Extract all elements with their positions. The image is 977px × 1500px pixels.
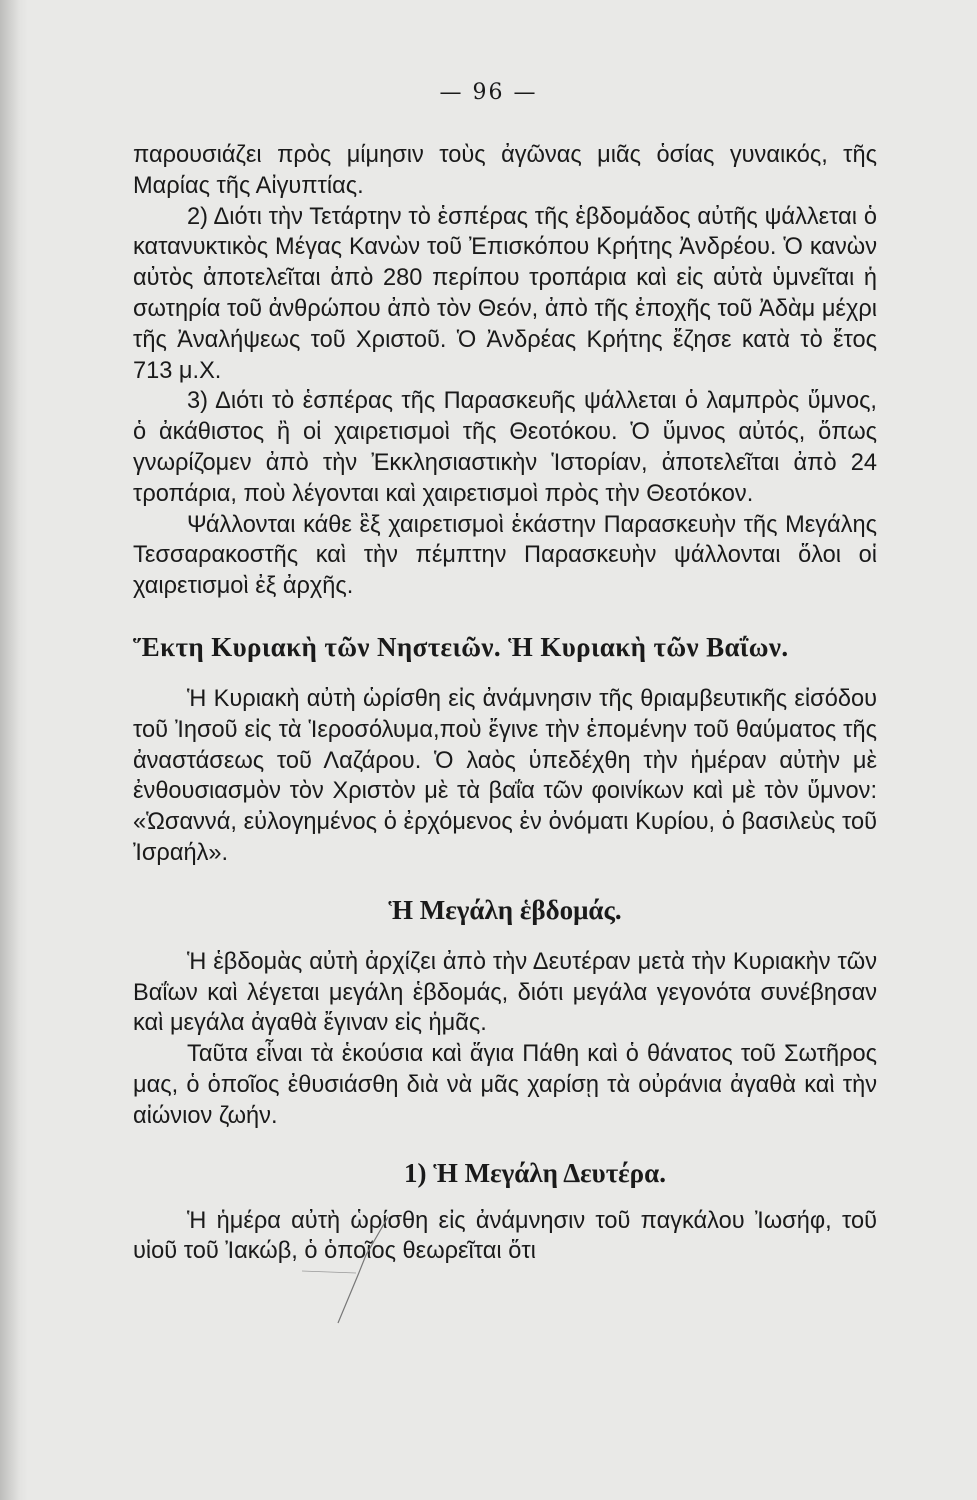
paragraph-8: Ἡ ἡμέρα αὐτὴ ὡρίσθη εἰς ἀνάμνησιν τοῦ παγκάλου Ἰωσήφ, τοῦ υἱοῦ τοῦ Ἰακώβ, ὁ ὁποῖος θεωρεῖται ὅτι [133,1207,877,1265]
paragraph-5: Ἡ Κυριακὴ αὐτὴ ὡρίσθη εἰς ἀνάμνησιν τῆς θριαμβευτικῆς εἰσόδου τοῦ Ἰησοῦ εἰς τὰ Ἱεροσόλυμα,ποὺ ἔγινε τὴν ἑπομένην τοῦ θαύματος τῆς ἀναστάσεως τοῦ Λαζάρου. Ὁ λαὸς ὑπεδέχθη τὴν ἡμέραν αὐτὴν μὲ ἐνθουσιασμὸν τὸν Χριστὸν μὲ τὰ βαΐα τῶν φοινίκων καὶ μὲ τὸν ὕμνον: «Ὡσαννά, εὐλογημένος ὁ ἐρχόμενος ἐν ὀνόματι Κυρίου, ὁ βασιλεὺς τοῦ Ἰσραήλ». [133,685,877,866]
section-heading-holy-week: Ἡ Μεγάλη ἑβδομάς. [388,894,622,925]
page-binding-shadow [0,0,28,1500]
paragraph-4: Ψάλλονται κάθε ἓξ χαιρετισμοὶ ἑκάστην Παρασκευὴν τῆς Μεγάλης Τεσσαρακοστῆς καὶ τὴν πέμπτην Παρασκευὴν ψάλλονται ὅλοι οἱ χαιρετισμοὶ ἐξ ἀρχῆς. [133,511,877,600]
pencil-mark [300,1215,420,1325]
paragraph-3: 3) Διότι τὸ ἑσπέρας τῆς Παρασκευῆς ψάλλεται ὁ λαμπρὸς ὕμνος, ὁ ἀκάθιστος ἢ οἱ χαιρετισμοὶ τῆς Θεοτόκου. Ὁ ὕμνος αὐτός, ὅπως γνωρίζομεν ἀπὸ τὴν Ἐκκλησιαστικὴν Ἱστορίαν, ἀποτελεῖται ἀπὸ 24 τροπάρια, ποὺ λέγονται καὶ χαιρετισμοὶ πρὸς τὴν Θεοτόκον. [133,388,877,507]
paragraph-7: Ταῦτα εἶναι τὰ ἑκούσια καὶ ἅγια Πάθη καὶ ὁ θάνατος τοῦ Σωτῆρος μας, ὁ ὁποῖος ἐθυσιάσθη διὰ νὰ μᾶς χαρίσῃ τὰ οὐράνια ἀγαθὰ καὶ τὴν αἰώνιον ζωήν. [133,1041,877,1129]
paragraph-6: Ἡ ἑβδομὰς αὐτὴ ἀρχίζει ἀπὸ τὴν Δευτέραν μετὰ τὴν Κυριακὴν τῶν Βαΐων καὶ λέγεται μεγάλη ἑβδομάς, διότι μεγάλα γεγονότα συνέβησαν καὶ μεγάλα ἀγαθὰ ἔγιναν εἰς ἡμᾶς. [133,948,877,1037]
paragraph-1: παρουσιάζει πρὸς μίμησιν τοὺς ἀγῶνας μιᾶς ὁσίας γυναικός, τῆς Μαρίας τῆς Αἰγυπτίας. [133,142,877,199]
page-body [133,140,877,1267]
paragraph-2: 2) Διότι τὴν Τετάρτην τὸ ἑσπέρας τῆς ἑβδομάδος αὐτῆς ψάλλεται ὁ κατανυκτικὸς Μέγας Κανὼν τοῦ Ἐπισκόπου Κρήτης Ἀνδρέου. Ὁ κανὼν αὐτὸς ἀποτελεῖται ἀπὸ 280 περίπου τροπάρια καὶ εἰς αὐτὰ ὑμνεῖται ἡ σωτηρία τοῦ ἀνθρώπου ἀπὸ τὸν Θεόν, ἀπὸ τῆς ἐποχῆς τοῦ Ἀδὰμ μέχρι τῆς Ἀναλήψεως τοῦ Χριστοῦ. Ὁ Ἀνδρέας Κρήτης ἔζησε κατὰ τὸ ἔτος 713 μ.Χ. [133,203,877,384]
section-heading-holy-monday: 1) Ἡ Μεγάλη Δευτέρα. [404,1157,666,1188]
section-heading-palm-sunday: Ἕκτη Κυριακὴ τῶν Νηστειῶν. Ἡ Κυριακὴ τῶν Βαΐων. [133,631,789,662]
page-number: — 96 — [439,80,538,105]
